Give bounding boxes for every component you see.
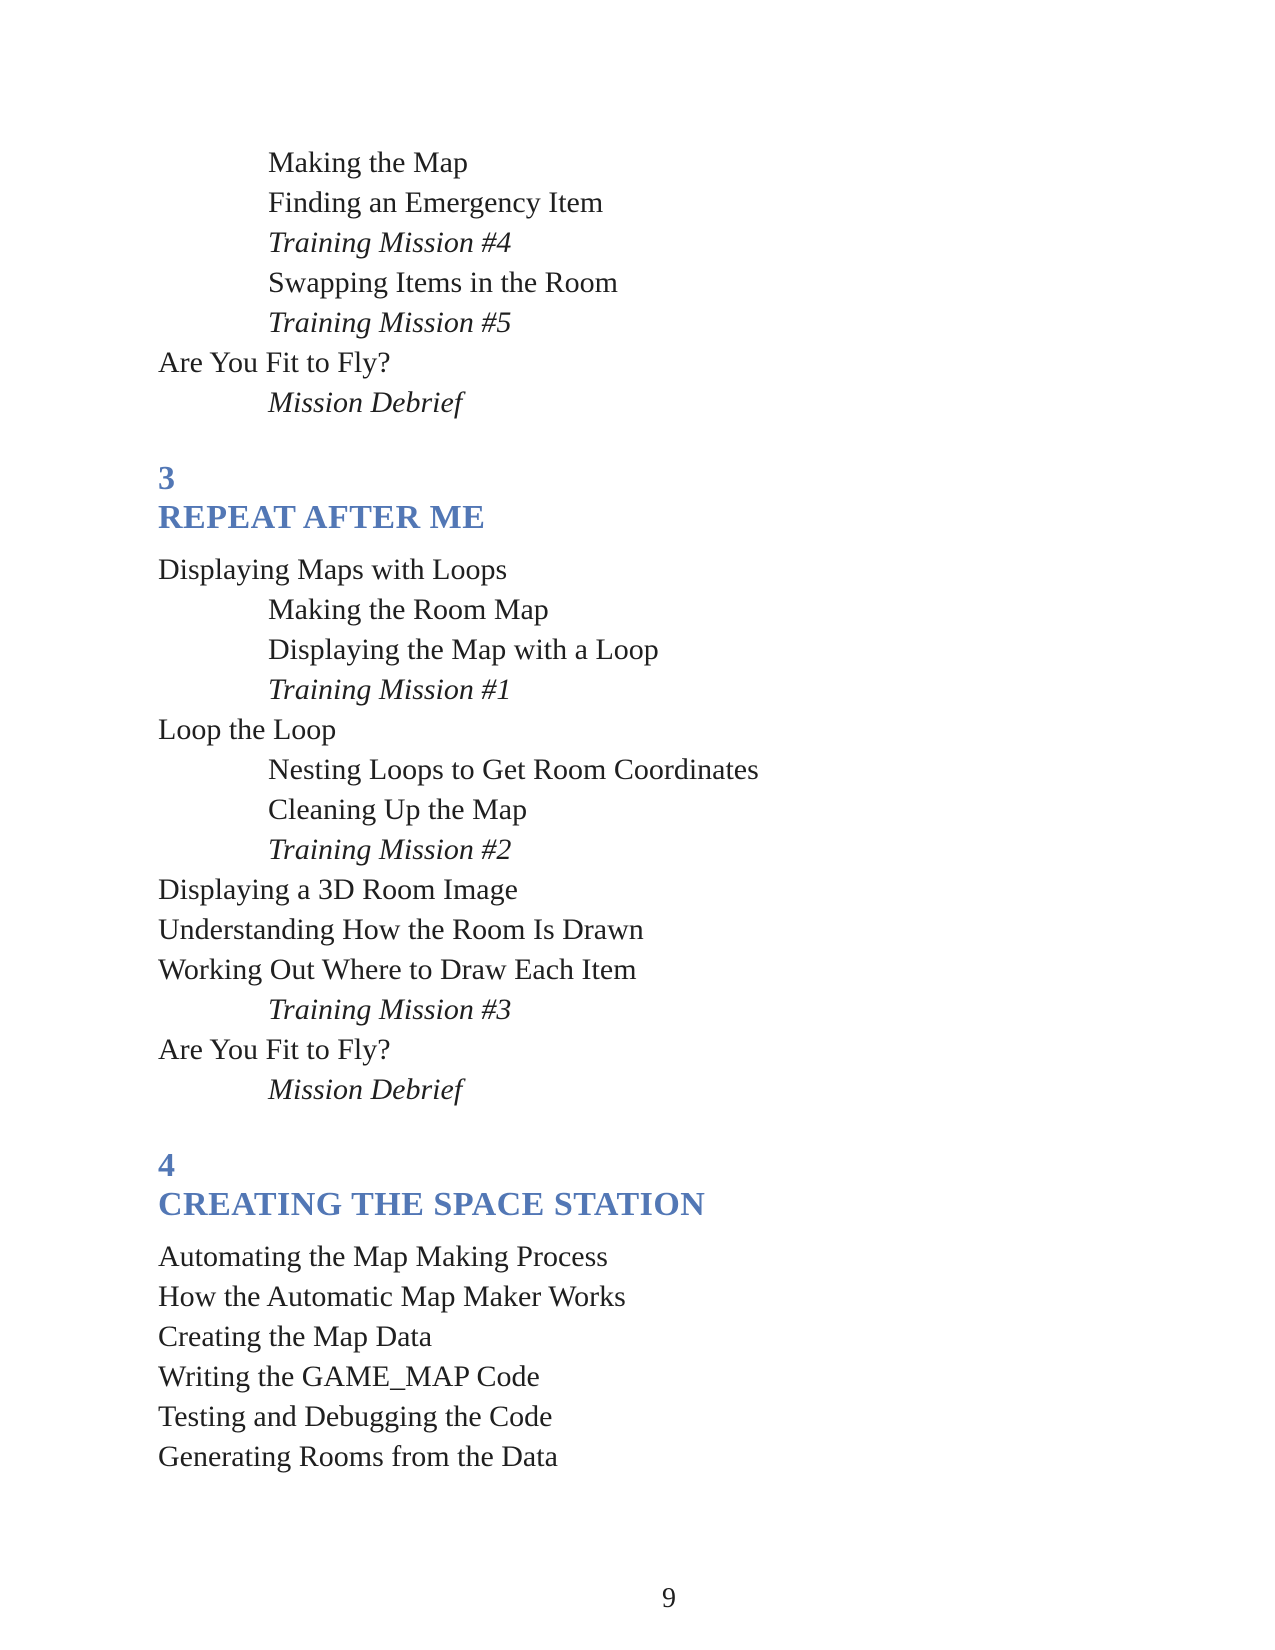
toc-entry: Working Out Where to Draw Each Item [158,953,637,986]
toc-entry-mission: Mission Debrief [268,1073,463,1106]
toc-entries [158,1237,1178,1477]
toc-entry: Generating Rooms from the Data [158,1440,558,1473]
toc-entry: Displaying the Map with a Loop [268,633,659,666]
toc-entry: Testing and Debugging the Code [158,1400,553,1433]
chapter-section [158,459,1178,1110]
toc-entry: Displaying a 3D Room Image [158,873,518,906]
toc-entry: How the Automatic Map Maker Works [158,1280,626,1313]
toc-entry: Creating the Map Data [158,1320,433,1353]
toc-entry-mission: Mission Debrief [268,386,463,419]
toc-entry: Nesting Loops to Get Room Coordinates [268,753,759,786]
toc-entry-mission: Training Mission #4 [268,226,512,259]
toc-entry: Making the Room Map [268,593,549,626]
page-number: 9 [662,1583,676,1614]
toc-entry: Making the Map [268,146,468,179]
toc-entry-mission: Training Mission #2 [268,833,512,866]
chapter-section [158,143,1178,423]
toc-entry: Finding an Emergency Item [268,186,604,219]
toc-entry: Are You Fit to Fly? [158,346,391,379]
toc-entry: Swapping Items in the Room [268,266,618,299]
toc-entry: Are You Fit to Fly? [158,1033,391,1066]
toc-entry: Cleaning Up the Map [268,793,528,826]
toc-entry-mission: Training Mission #1 [268,673,512,706]
chapter-number: 3 [158,460,175,497]
toc-entries [158,550,1178,1110]
chapter-title: CREATING THE SPACE STATION [158,1186,706,1223]
chapter-title: REPEAT AFTER ME [158,499,486,536]
toc-entry-mission: Training Mission #5 [268,306,512,339]
toc-entry: Writing the GAME_MAP Code [158,1360,540,1393]
toc-entry: Loop the Loop [158,713,337,746]
chapter-number: 4 [158,1147,175,1184]
chapter-header [158,459,1178,537]
chapter-header [158,1146,1178,1224]
toc-entry: Automating the Map Making Process [158,1240,608,1273]
toc-entry: Understanding How the Room Is Drawn [158,913,644,946]
chapter-section [158,1146,1178,1477]
toc-entry: Displaying Maps with Loops [158,553,508,586]
table-of-contents [158,143,1178,1477]
toc-entries [158,143,1178,423]
toc-entry-mission: Training Mission #3 [268,993,512,1026]
